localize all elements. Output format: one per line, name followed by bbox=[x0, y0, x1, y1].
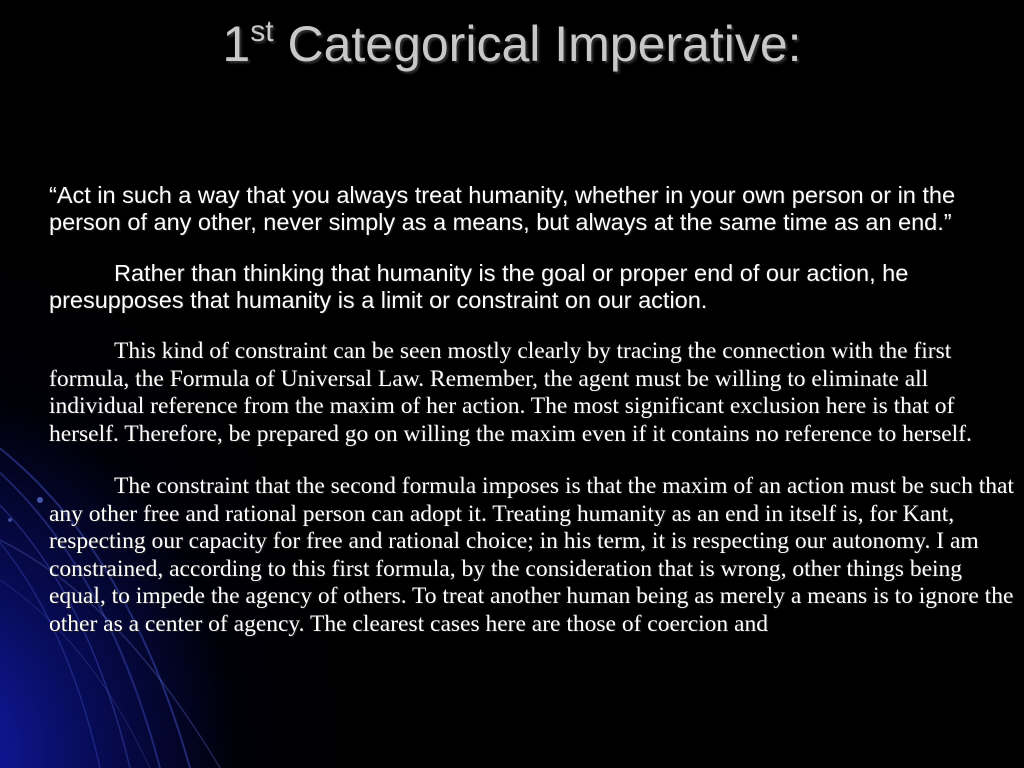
constraint-paragraph: This kind of constraint can be seen mostly clearly by tracing the connection with the first formula, the Formula of Universal Law. Remember, the agent must be willing to eliminate all individual reference from the maxim of her action. The most significant exclusion here is that of herself. Therefore, be prepared go on willing the maxim even if it contains no reference to herself. bbox=[49, 338, 972, 447]
second-formula-paragraph: The constraint that the second formula imposes is that the maxim of an action must be such that any other free and rational person can adopt it. Treating humanity as an end in itself is, for Kant, respecting our capacity for free and rational choice; in his term, it is respecting our autonomy. I am constrained, according to this first formula, by the consideration that is wrong, other things being equal, to impede the agency of others. To treat another human being as merely a means is to ignore the other as a center of agency. The clearest cases here are those of coercion and bbox=[49, 473, 1014, 637]
title-number: 1 bbox=[222, 16, 251, 72]
quote-paragraph: “Act in such a way that you always treat humanity, whether in your own person or in the person of any other, never simply as a means, but always at the same time as an end.” bbox=[49, 182, 956, 235]
title-ordinal-suffix: st bbox=[250, 15, 274, 48]
title-text: Categorical Imperative: bbox=[273, 16, 802, 72]
slide-body bbox=[49, 182, 1015, 663]
interpretation-paragraph: Rather than thinking that humanity is the goal or proper end of our action, he presupposes that humanity is a limit or constraint on our action. bbox=[49, 260, 909, 313]
slide-title bbox=[0, 14, 1024, 74]
